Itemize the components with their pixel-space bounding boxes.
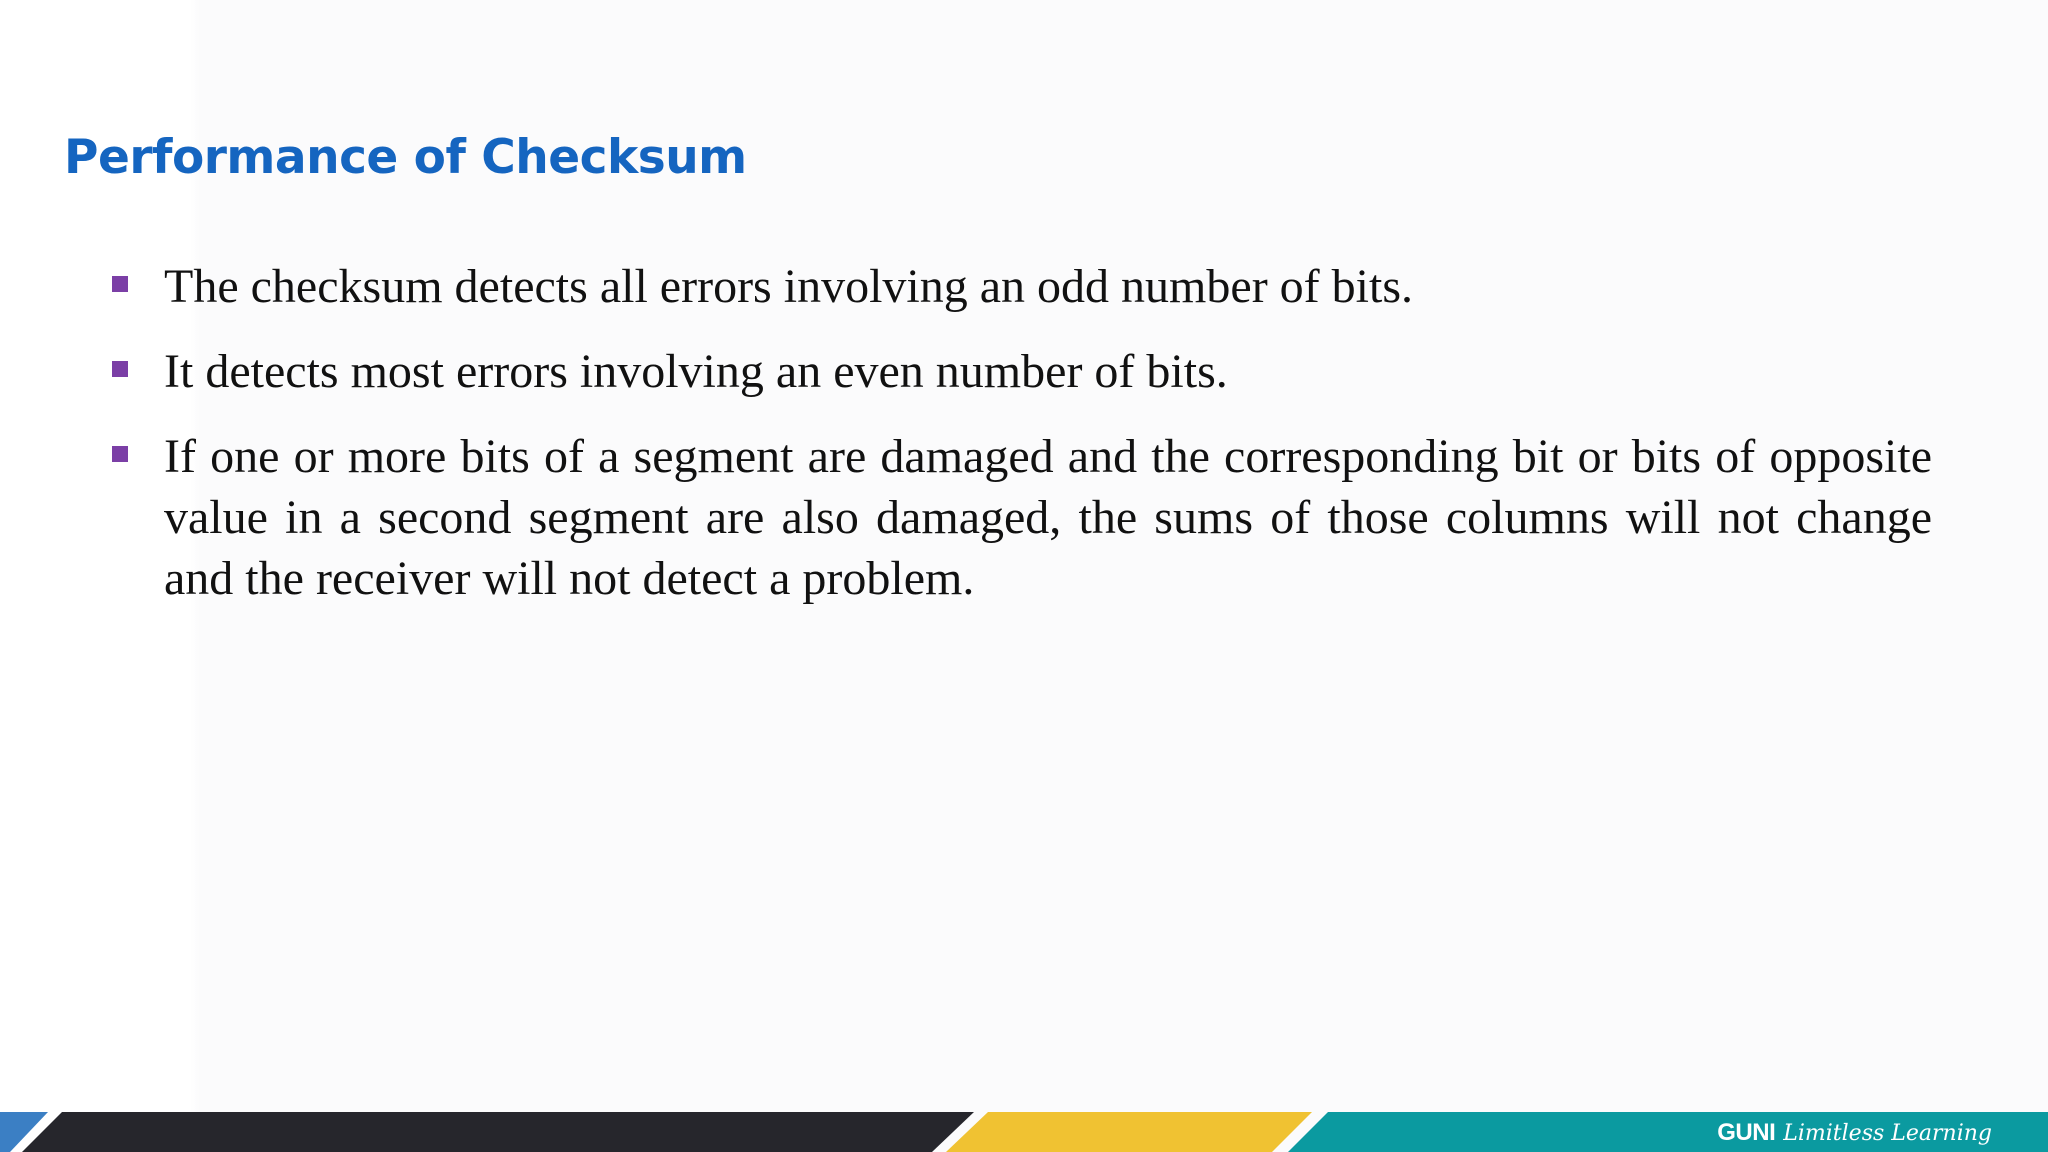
square-bullet-icon (112, 276, 128, 292)
square-bullet-icon (112, 446, 128, 462)
square-bullet-icon (112, 361, 128, 377)
slide-title: Performance of Checksum (64, 130, 747, 185)
brand-tagline: Limitless Learning (1783, 1120, 1992, 1146)
bullet-text: The checksum detects all errors involving an odd number of bits. (164, 260, 1414, 313)
footer-dark-stripe (22, 1112, 974, 1152)
brand-mark: GUNI (1717, 1119, 1776, 1146)
bullet-item (112, 426, 1932, 609)
bullet-item (112, 341, 1932, 402)
footer-yellow-stripe (946, 1112, 1312, 1152)
bullet-list (112, 256, 1932, 633)
bullet-item (112, 256, 1932, 317)
bullet-text: It detects most errors involving an even number of bits. (164, 345, 1228, 398)
bullet-text: If one or more bits of a segment are damaged and the corresponding bit or bits of opposite value in a second segment are also damaged, the sums of those columns will not change and the receiver will not detect a problem. (164, 430, 1932, 605)
brand-logo (1717, 1117, 1992, 1149)
